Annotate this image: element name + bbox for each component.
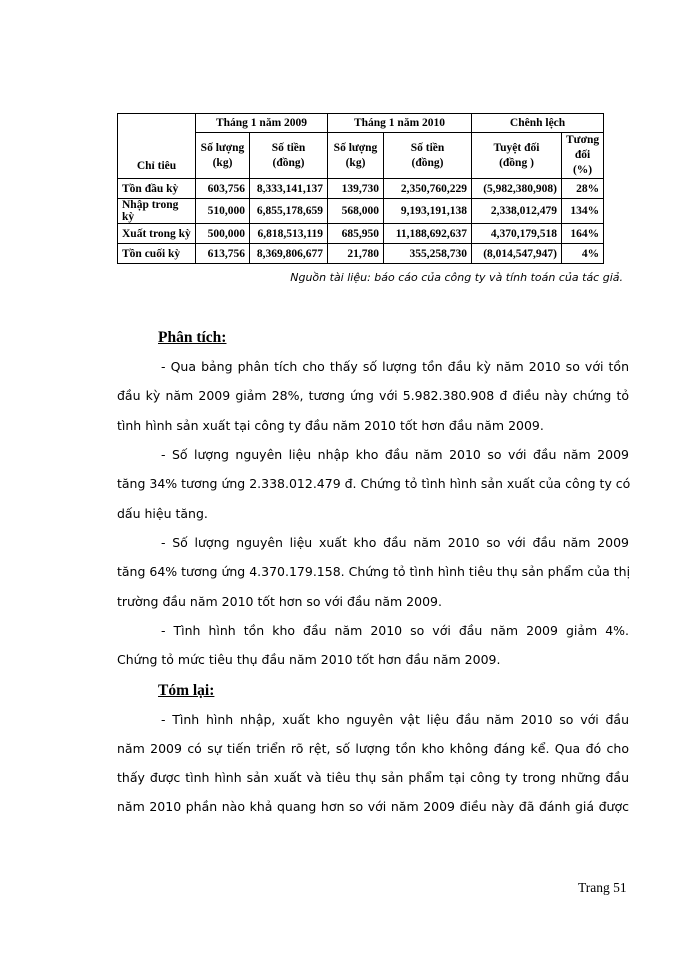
table-cell: 4%	[562, 244, 604, 264]
body-line: - Qua bảng phân tích cho thấy số lượng tồn đầu kỳ năm 2010 so với tồn	[161, 359, 629, 374]
body-line: năm 2009 có sự tiến triển rõ rệt, số lượng tồn kho không đáng kể. Qua đó cho	[117, 741, 629, 756]
subheader-relative-diff: Tương đối (%)	[562, 133, 604, 179]
table-row	[118, 199, 604, 224]
table-cell: 4,370,179,518	[472, 224, 562, 244]
group-header-2009: Tháng 1 năm 2009	[196, 114, 328, 133]
inventory-comparison-table	[117, 113, 604, 264]
table-cell: 685,950	[328, 224, 384, 244]
row-label: Nhập trong kỳ	[118, 199, 196, 224]
body-line: thấy được tình hình sản xuất và tiêu thụ sản phẩm tại công ty trong những đầu	[117, 770, 629, 785]
table-cell: 164%	[562, 224, 604, 244]
body-line: tăng 64% tương ứng 4.370.179.158. Chứng tỏ tình hình tiêu thụ sản phẩm của thị	[117, 564, 631, 579]
body-line: Chứng tỏ mức tiêu thụ đầu năm 2010 tốt hơn đầu năm 2009.	[117, 652, 501, 667]
table-cell: 11,188,692,637	[384, 224, 472, 244]
table-row	[118, 224, 604, 244]
body-line: trường đầu năm 2010 tốt hơn so với đầu năm 2009.	[117, 594, 442, 609]
row-header-label: Chỉ tiêu	[136, 160, 177, 172]
table-cell: 568,000	[328, 199, 384, 224]
table-cell: 8,369,806,677	[250, 244, 328, 264]
table-cell: 6,855,178,659	[250, 199, 328, 224]
body-line: - Số lượng nguyên liệu xuất kho đầu năm 2010 so với đầu năm 2009	[161, 535, 629, 550]
body-line: năm 2010 phần nào khả quang hơn so với năm 2009 điều này đã đánh giá được	[117, 799, 629, 814]
subheader-quantity-2010: Số lượng (kg)	[328, 133, 384, 179]
page-number: Trang 51	[578, 880, 627, 895]
body-line: - Tình hình nhập, xuất kho nguyên vật liệu đầu năm 2010 so với đầu	[161, 712, 629, 727]
subheader-quantity-2009: Số lượng (kg)	[196, 133, 250, 179]
summary-heading: Tóm lại:	[158, 682, 215, 699]
body-line: - Tình hình tồn kho đầu năm 2010 so với đầu năm 2009 giảm 4%.	[161, 623, 629, 638]
group-header-2010: Tháng 1 năm 2010	[328, 114, 472, 133]
body-line: đầu kỳ năm 2009 giảm 28%, tương ứng với 5.982.380.908 đ điều này chứng tỏ	[117, 388, 629, 403]
table-cell: 8,333,141,137	[250, 179, 328, 199]
table-cell: 28%	[562, 179, 604, 199]
table-row	[118, 244, 604, 264]
row-label: Tồn cuối kỳ	[118, 244, 196, 264]
analysis-heading: Phân tích:	[158, 329, 227, 346]
subheader-absolute-diff: Tuyệt đối (đồng )	[472, 133, 562, 179]
group-header-difference: Chênh lệch	[472, 114, 604, 133]
body-line: dấu hiệu tăng.	[117, 506, 208, 521]
subheader-amount-2009: Số tiền (đồng)	[250, 133, 328, 179]
table-cell: 9,193,191,138	[384, 199, 472, 224]
table-cell: 139,730	[328, 179, 384, 199]
source-note: Nguồn tài liệu: báo cáo của công ty và tính toán của tác giả.	[290, 271, 623, 284]
subheader-amount-2010: Số tiền (đồng)	[384, 133, 472, 179]
row-label: Xuất trong kỳ	[118, 224, 196, 244]
table-cell: (8,014,547,947)	[472, 244, 562, 264]
table-cell: 21,780	[328, 244, 384, 264]
table-cell: 603,756	[196, 179, 250, 199]
row-header-cell	[118, 114, 196, 179]
table-cell: 134%	[562, 199, 604, 224]
table-cell: 355,258,730	[384, 244, 472, 264]
table-row	[118, 179, 604, 199]
row-label: Tồn đầu kỳ	[118, 179, 196, 199]
table-cell: 510,000	[196, 199, 250, 224]
table-cell: 6,818,513,119	[250, 224, 328, 244]
table-cell: 2,350,760,229	[384, 179, 472, 199]
body-line: - Số lượng nguyên liệu nhập kho đầu năm 2010 so với đầu năm 2009	[161, 447, 629, 462]
table-cell: 613,756	[196, 244, 250, 264]
table-cell: (5,982,380,908)	[472, 179, 562, 199]
table-cell: 2,338,012,479	[472, 199, 562, 224]
body-line: tăng 34% tương ứng 2.338.012.479 đ. Chứng tỏ tình hình sản xuất của công ty có	[117, 476, 631, 491]
body-line: tình hình sản xuất tại công ty đầu năm 2010 tốt hơn đầu năm 2009.	[117, 418, 544, 433]
table-cell: 500,000	[196, 224, 250, 244]
